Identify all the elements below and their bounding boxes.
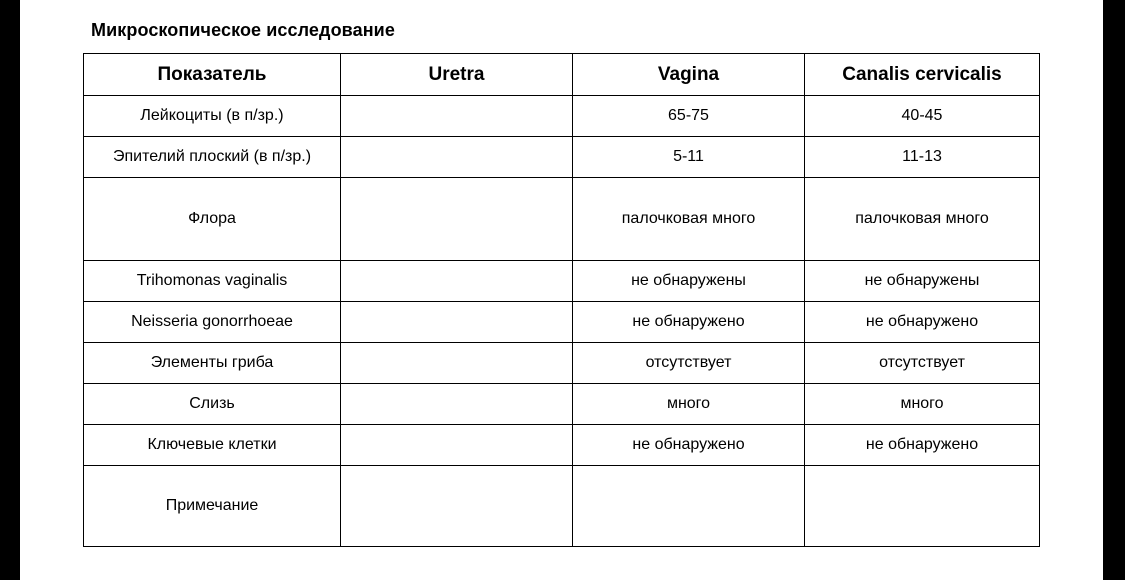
table-row-fungus — [84, 343, 1040, 384]
cell-cervicalis: не обнаружено — [805, 302, 1040, 343]
table-row-mucus — [84, 384, 1040, 425]
cell-vagina — [573, 466, 805, 547]
cell-uretra — [341, 178, 573, 261]
cell-cervicalis: отсутствует — [805, 343, 1040, 384]
document-page — [20, 0, 1103, 580]
cell-cervicalis: 40-45 — [805, 96, 1040, 137]
cell-cervicalis: не обнаружено — [805, 425, 1040, 466]
header-vagina: Vagina — [573, 54, 805, 96]
cell-uretra — [341, 261, 573, 302]
table-row-flora — [84, 178, 1040, 261]
table-row-clue-cells — [84, 425, 1040, 466]
cell-uretra — [341, 384, 573, 425]
cell-cervicalis: 11-13 — [805, 137, 1040, 178]
table-header-row — [84, 54, 1040, 96]
cell-cervicalis: много — [805, 384, 1040, 425]
cell-vagina: не обнаружено — [573, 425, 805, 466]
cell-indicator: Примечание — [84, 466, 341, 547]
cell-indicator: Флора — [84, 178, 341, 261]
cell-uretra — [341, 425, 573, 466]
cell-cervicalis: палочковая много — [805, 178, 1040, 261]
cell-indicator: Эпителий плоский (в п/зр.) — [84, 137, 341, 178]
cell-cervicalis: не обнаружены — [805, 261, 1040, 302]
cell-vagina: не обнаружены — [573, 261, 805, 302]
cell-vagina: не обнаружено — [573, 302, 805, 343]
cell-cervicalis — [805, 466, 1040, 547]
cell-uretra — [341, 343, 573, 384]
cell-uretra — [341, 466, 573, 547]
table-row-note — [84, 466, 1040, 547]
table-row-trichomonas — [84, 261, 1040, 302]
header-cervicalis: Canalis cervicalis — [805, 54, 1040, 96]
cell-vagina: 65-75 — [573, 96, 805, 137]
cell-uretra — [341, 302, 573, 343]
cell-vagina: много — [573, 384, 805, 425]
header-indicator: Показатель — [84, 54, 341, 96]
cell-indicator: Ключевые клетки — [84, 425, 341, 466]
cell-vagina: палочковая много — [573, 178, 805, 261]
results-table — [83, 53, 1040, 547]
header-uretra: Uretra — [341, 54, 573, 96]
cell-indicator: Trihomonas vaginalis — [84, 261, 341, 302]
cell-vagina: 5-11 — [573, 137, 805, 178]
table-row-leukocytes — [84, 96, 1040, 137]
cell-uretra — [341, 137, 573, 178]
document-title: Микроскопическое исследование — [91, 20, 395, 40]
cell-vagina: отсутствует — [573, 343, 805, 384]
cell-indicator: Neisseria gonorrhoeae — [84, 302, 341, 343]
cell-indicator: Элементы гриба — [84, 343, 341, 384]
cell-uretra — [341, 96, 573, 137]
cell-indicator: Слизь — [84, 384, 341, 425]
table-row-neisseria — [84, 302, 1040, 343]
cell-indicator: Лейкоциты (в п/зр.) — [84, 96, 341, 137]
table-row-epithelium — [84, 137, 1040, 178]
